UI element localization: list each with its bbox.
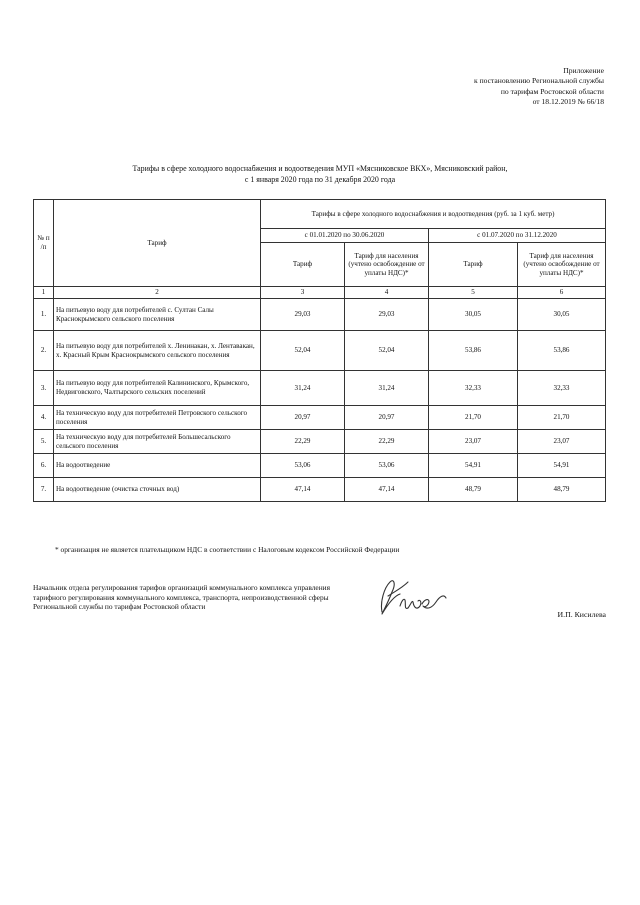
- tariff-table: [33, 199, 606, 502]
- row-population-1: 53,06: [345, 454, 429, 478]
- row-population-2: 48,79: [518, 478, 606, 502]
- row-tariff-1: 22,29: [261, 430, 345, 454]
- column-index: 2: [54, 287, 261, 299]
- row-population-1: 22,29: [345, 430, 429, 454]
- row-name: На техническую воду для потребителей Большесальского сельского поселения: [54, 430, 261, 454]
- column-index: 3: [261, 287, 345, 299]
- header-num: № п /п: [34, 200, 54, 287]
- footnote: * организация не является плательщиком НДС в соответствии с Налоговым кодексом Российской Федерации: [55, 545, 400, 554]
- row-population-2: 30,05: [518, 299, 606, 331]
- row-population-2: 54,91: [518, 454, 606, 478]
- row-tariff-2: 32,33: [429, 371, 518, 406]
- row-num: 4.: [34, 406, 54, 430]
- column-index: 6: [518, 287, 606, 299]
- row-name: На питьевую воду для потребителей Калининского, Крымского, Недвиговского, Чалтырского сельских поселений: [54, 371, 261, 406]
- table-row: [34, 299, 606, 331]
- header-sub-population: Тариф для населения (учтено освобождение от уплаты НДС)*: [345, 243, 429, 287]
- row-population-2: 21,70: [518, 406, 606, 430]
- column-index: 4: [345, 287, 429, 299]
- row-num: 1.: [34, 299, 54, 331]
- header-tariff: Тариф: [54, 200, 261, 287]
- appendix-line: по тарифам Ростовской области: [500, 86, 604, 96]
- row-name: На питьевую воду для потребителей с. Султан Салы Краснокрымского сельского поселения: [54, 299, 261, 331]
- row-name: На техническую воду для потребителей Петровского сельского поселения: [54, 406, 261, 430]
- header-sub-population: Тариф для населения (учтено освобождение от уплаты НДС)*: [518, 243, 606, 287]
- row-tariff-2: 30,05: [429, 299, 518, 331]
- row-population-1: 29,03: [345, 299, 429, 331]
- title-line-1: Тарифы в сфере холодного водоснабжения и водоотведения МУП «Мясниковское ВКХ», Мясниковский район,: [132, 164, 508, 173]
- row-population-1: 52,04: [345, 331, 429, 371]
- table-row: [34, 478, 606, 502]
- row-num: 5.: [34, 430, 54, 454]
- header-sub-tariff: Тариф: [429, 243, 518, 287]
- table-row: [34, 371, 606, 406]
- row-num: 3.: [34, 371, 54, 406]
- row-tariff-2: 48,79: [429, 478, 518, 502]
- row-tariff-1: 52,04: [261, 331, 345, 371]
- row-name: На водоотведение (очистка сточных вод): [54, 478, 261, 502]
- appendix-header: [474, 66, 604, 107]
- row-tariff-2: 54,91: [429, 454, 518, 478]
- table-row: [34, 430, 606, 454]
- row-population-2: 23,07: [518, 430, 606, 454]
- header-period-1: с 01.01.2020 по 30.06.2020: [261, 229, 429, 243]
- row-population-2: 32,33: [518, 371, 606, 406]
- row-tariff-2: 21,70: [429, 406, 518, 430]
- row-tariff-1: 47,14: [261, 478, 345, 502]
- row-population-1: 31,24: [345, 371, 429, 406]
- row-tariff-1: 29,03: [261, 299, 345, 331]
- document-title: [0, 163, 640, 185]
- row-num: 6.: [34, 454, 54, 478]
- row-tariff-1: 53,06: [261, 454, 345, 478]
- signer-position: Начальник отдела регулирования тарифов организаций коммунального комплекса управления тарифного регулирования коммунального комплекса, транспорта, непроизводственной сферы Региональной службы по тарифам Ростовской области: [33, 583, 331, 612]
- row-population-1: 20,97: [345, 406, 429, 430]
- row-num: 7.: [34, 478, 54, 502]
- header-period-2: с 01.07.2020 по 31.12.2020: [429, 229, 606, 243]
- appendix-line: к постановлению Региональной службы: [473, 76, 604, 86]
- row-tariff-1: 20,97: [261, 406, 345, 430]
- row-name: На водоотведение: [54, 454, 261, 478]
- row-num: 2.: [34, 331, 54, 371]
- row-name: На питьевую воду для потребителей х. Ленинакан, х. Лентавакан, х. Красный Крым Краснокрымского сельского поселения: [54, 331, 261, 371]
- header-sub-tariff: Тариф: [261, 243, 345, 287]
- row-tariff-1: 31,24: [261, 371, 345, 406]
- handwritten-signature: [370, 570, 455, 625]
- row-population-2: 53,86: [518, 331, 606, 371]
- signer-name: И.П. Кисилева: [557, 610, 606, 619]
- header-group: Тарифы в сфере холодного водоснабжения и водоотведения (руб. за 1 куб. метр): [261, 200, 606, 229]
- row-tariff-2: 23,07: [429, 430, 518, 454]
- appendix-line: Приложение: [563, 66, 604, 75]
- column-index: 5: [429, 287, 518, 299]
- appendix-line: от 18.12.2019 № 66/18: [532, 96, 604, 106]
- table-row: [34, 454, 606, 478]
- table-row: [34, 406, 606, 430]
- row-tariff-2: 53,86: [429, 331, 518, 371]
- row-population-1: 47,14: [345, 478, 429, 502]
- column-index: 1: [34, 287, 54, 299]
- table-row: [34, 331, 606, 371]
- title-line-2: с 1 января 2020 года по 31 декабря 2020 года: [244, 175, 396, 184]
